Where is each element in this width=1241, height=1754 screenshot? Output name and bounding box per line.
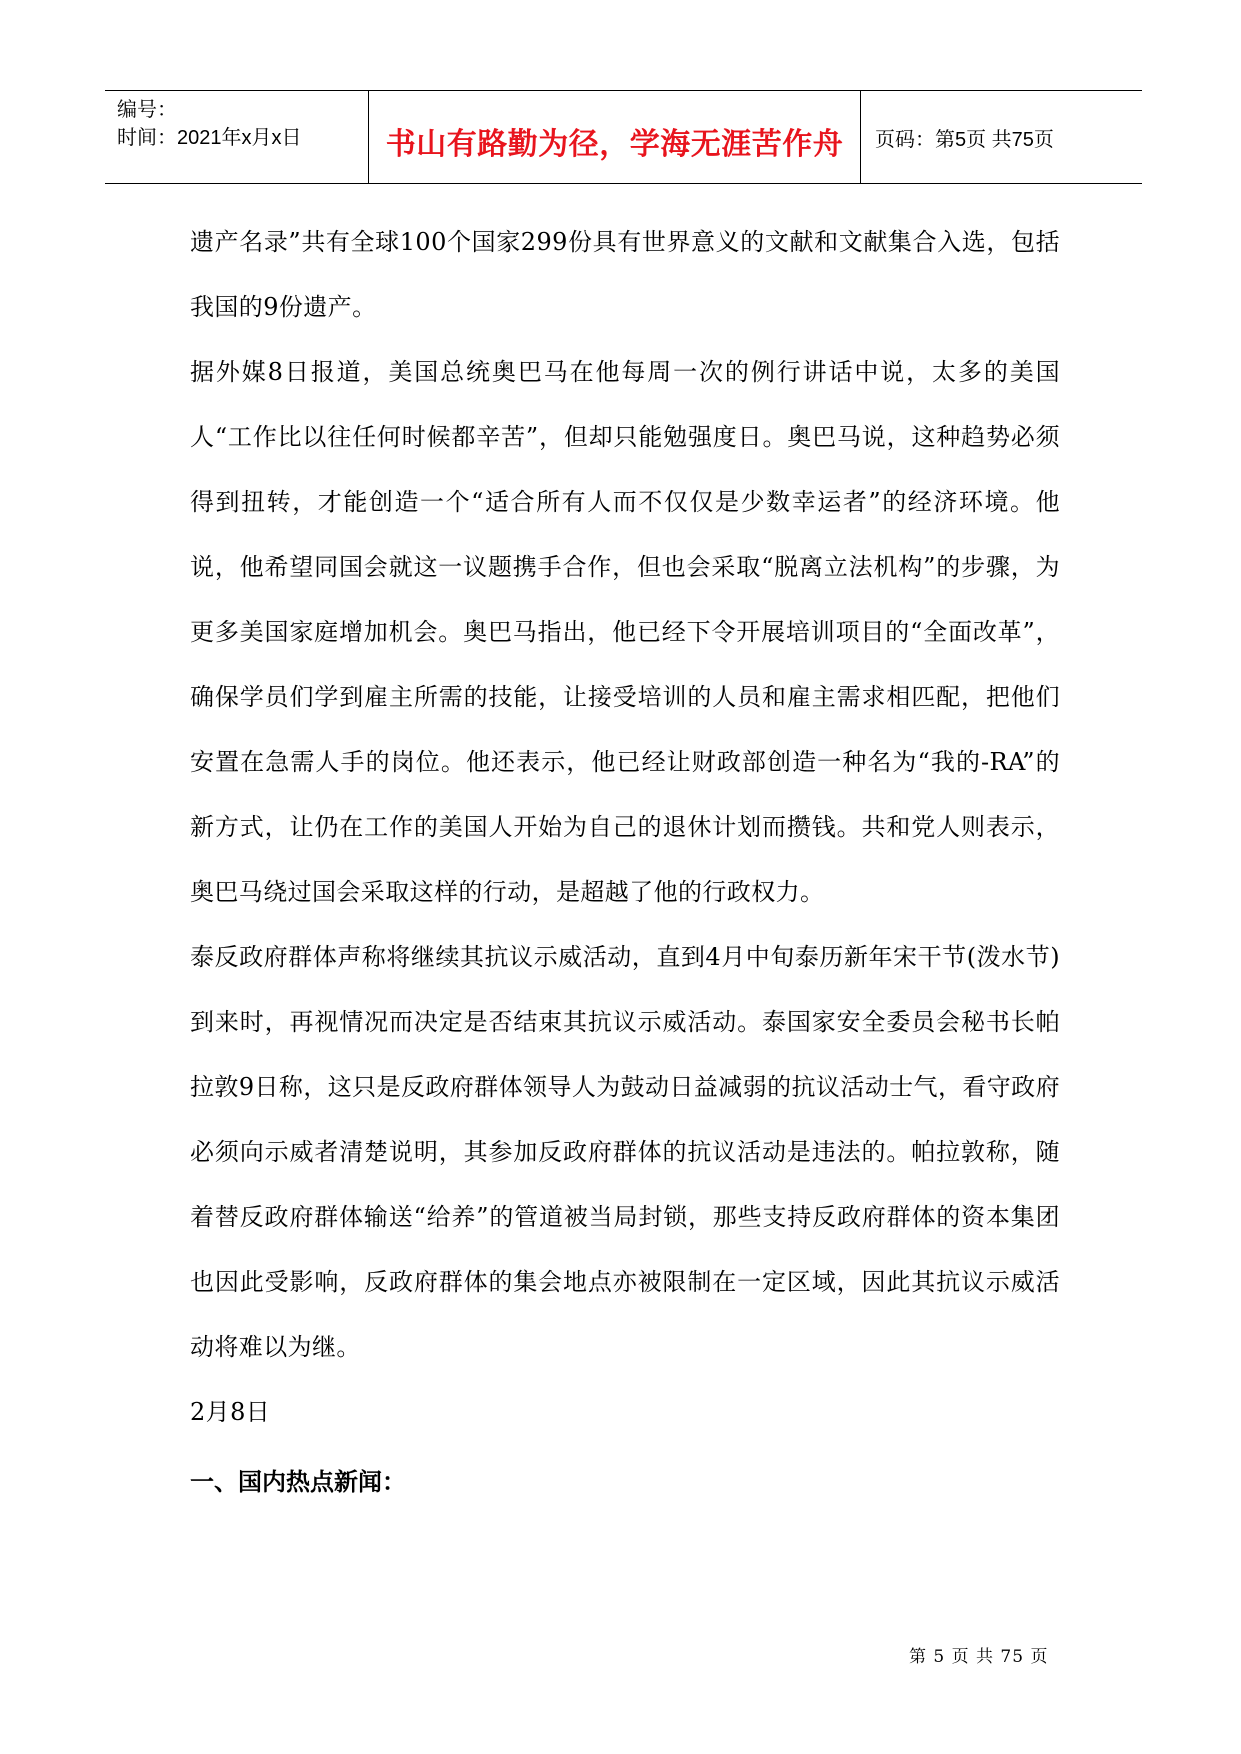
header-page-cell [861, 91, 1142, 183]
footer-page-number: 第 5 页 共 75 页 [909, 1647, 1049, 1667]
document-time-label: 时间：2021年x月x日 [117, 127, 302, 149]
header-motto-cell [368, 91, 861, 183]
paragraph-heritage: 遗产名录”共有全球100个国家299份具有世界意义的文献和文献集合入选，包括我国的9份遗产。 [190, 228, 1060, 321]
paragraph-thailand: 泰反政府群体声称将继续其抗议示威活动，直到4月中旬泰历新年宋干节(泼水节)到来时，再视情况而决定是否结束其抗议示威活动。泰国家安全委员会秘书长帕拉敦9日称，这只是反政府群体领导人为鼓动日益减弱的抗议活动士气，看守政府必须向示威者清楚说明，其参加反政府群体的抗议活动是违法的。帕拉敦称，随着替反政府群体输送“给养”的管道被当局封锁，那些支持反政府群体的资本集团也因此受影响，反政府群体的集会地点亦被限制在一定区域，因此其抗议示威活动将难以为继。 [190, 943, 1060, 1361]
document-number-label: 编号： [117, 99, 177, 121]
document-header [105, 90, 1142, 184]
header-page-number: 页码：第5页 共75页 [875, 129, 1054, 151]
paragraph-obama: 据外媒8日报道，美国总统奥巴马在他每周一次的例行讲话中说，太多的美国人“工作比以往任何时候都辛苦”，但却只能勉强度日。奥巴马说，这种趋势必须得到扭转，才能创造一个“适合所有人而不仅仅是少数幸运者”的经济环境。他说，他希望同国会就这一议题携手合作，但也会采取“脱离立法机构”的步骤，为更多美国家庭增加机会。奥巴马指出，他已经下令开展培训项目的“全面改革”，确保学员们学到雇主所需的技能，让接受培训的人员和雇主需求相匹配，把他们安置在急需人手的岗位。他还表示，他已经让财政部创造一种名为“我的-RA”的新方式，让仍在工作的美国人开始为自己的退休计划而攒钱。共和党人则表示，奥巴马绕过国会采取这样的行动，是超越了他的行政权力。 [190, 358, 1060, 906]
section-heading: 一、国内热点新闻： [190, 1468, 406, 1496]
header-meta-cell [105, 91, 368, 183]
date-line: 2月8日 [190, 1398, 271, 1426]
header-motto: 书山有路勤为径，学海无涯苦作舟 [385, 127, 844, 162]
